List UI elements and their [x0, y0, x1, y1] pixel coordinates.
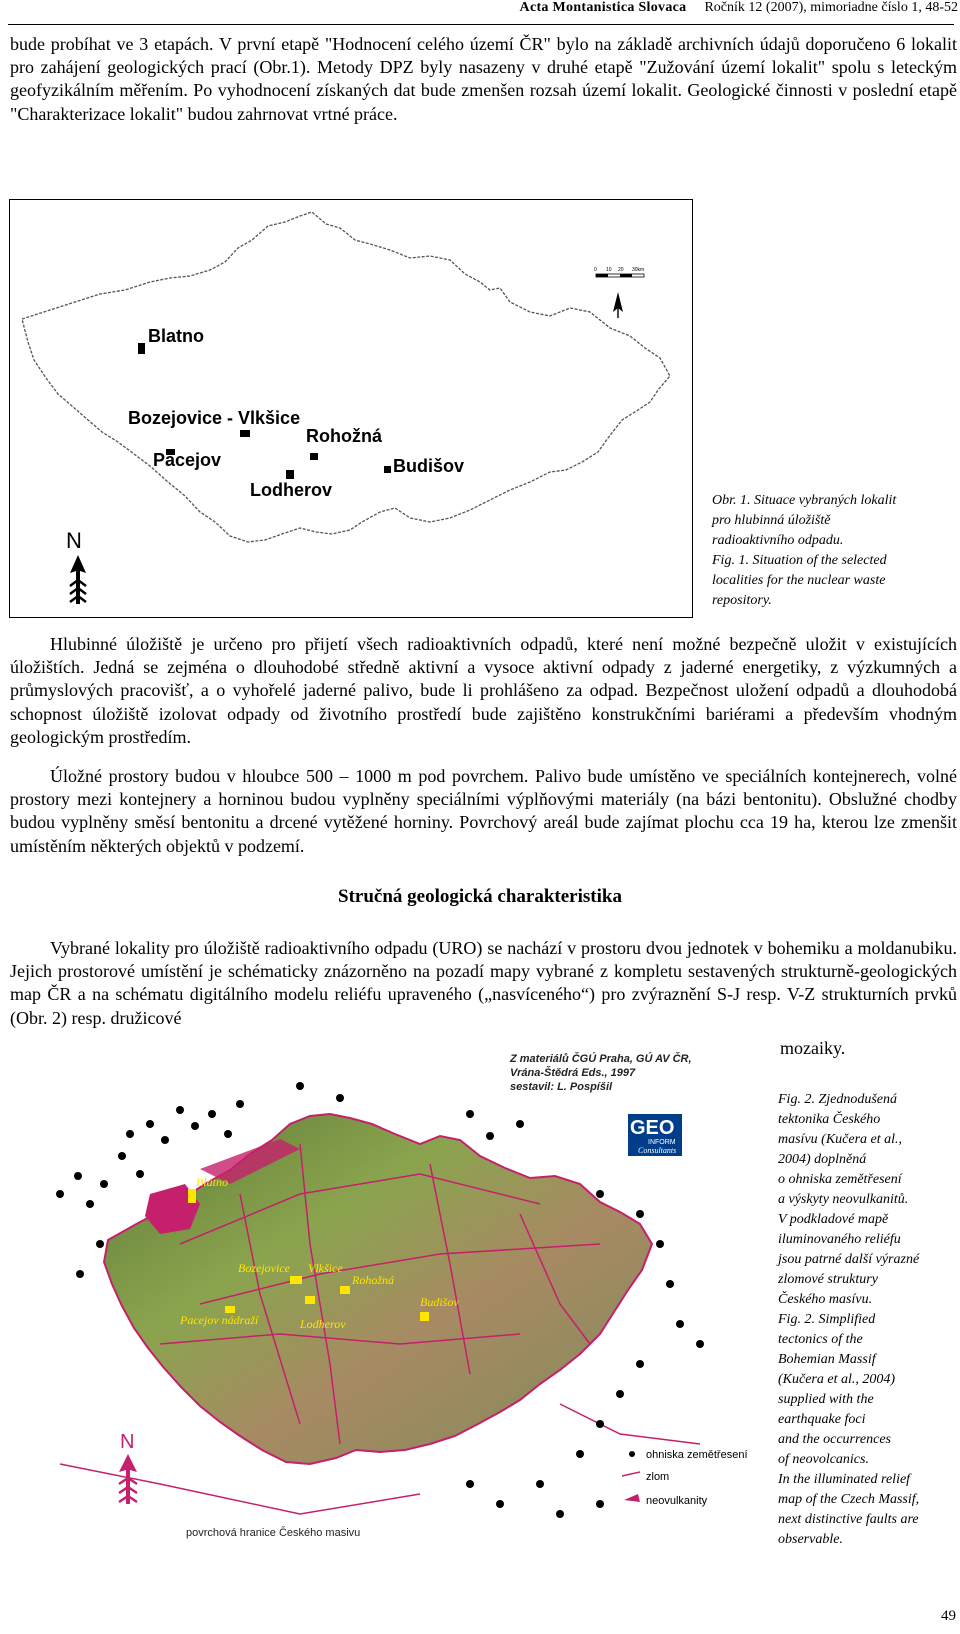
figure-2-caption: [778, 1090, 919, 1550]
label-pacejov: Pacejov: [153, 450, 222, 470]
legend-fault: zlom: [646, 1471, 670, 1483]
fig2-caption-line: map of the Czech Massif,: [778, 1492, 920, 1507]
fig1-caption-line: localities for the nuclear waste: [712, 573, 886, 588]
north-label-fig1: N: [66, 528, 82, 553]
fig1-caption-line: pro hlubinná úložiště: [712, 513, 831, 528]
fig2-caption-line: tectonics of the: [778, 1332, 863, 1347]
scale-bar: [594, 267, 644, 277]
paragraph-localities-end: mozaiky.: [780, 1038, 846, 1058]
label-vlksice-fig2: Vlkšice: [308, 1261, 343, 1275]
fig2-caption-line: Českého masívu.: [778, 1292, 873, 1307]
north-label-fig2: N: [120, 1431, 135, 1453]
source-line: Vrána-Štědrá Eds., 1997: [510, 1067, 636, 1079]
legend-quake: ohniska zemětřesení: [646, 1449, 748, 1461]
label-blatno: Blatno: [148, 326, 204, 346]
north-arrow-large-icon: [66, 528, 86, 604]
label-lodherov-fig2: Lodherov: [300, 1317, 346, 1331]
fig2-caption-line: supplied with the: [778, 1392, 874, 1407]
label-lodherov: Lodherov: [250, 480, 333, 500]
fig2-caption-line: a výskyty neovulkanitů.: [778, 1192, 909, 1207]
label-budisov: Budišov: [393, 456, 465, 476]
marker-rohozna-fig2: [340, 1286, 350, 1294]
legend-volcanic: neovulkanity: [646, 1495, 708, 1507]
north-arrow-small-icon: [613, 292, 623, 318]
fig1-caption-line: Fig. 1. Situation of the selected: [712, 553, 887, 568]
fig2-caption-line: In the illuminated relief: [778, 1472, 911, 1487]
label-bozejovice-fig2: Bozejovice: [238, 1261, 290, 1275]
marker-bozejovice-fig2: [290, 1276, 302, 1284]
marker-blatno-fig2: [188, 1189, 196, 1203]
boundary-label: povrchová hranice Českého masivu: [186, 1527, 361, 1539]
paragraph-repository: Hlubinné úložiště je určeno pro přijetí všech radioaktivních odpadů, které není možné bezpečně uložit v existujících úložištích. Jedná se zejména o dlouhodobé středně aktivní a vysoce aktivní odpady z jaderné energetiky, z výzkumných a průmyslových pracovišť, a o vyhořelé jaderné palivo, bude li prohlášeno za odpad. Bezpečnost uložení odpadů a dlouhodobá schopnost úložiště izolovat odpady od životního prostředí bude zajištěno konstrukčními bariérami a především vhodným geologickým prostředím.: [10, 634, 957, 747]
source-line: Z materiálů ČGÚ Praha, GÚ AV ČR,: [510, 1053, 692, 1065]
fig2-caption-line: masívu (Kučera et al.,: [778, 1132, 903, 1147]
marker-budisov: [384, 466, 391, 473]
running-header: [520, 0, 958, 16]
marker-rohozna: [310, 453, 318, 460]
fig2-caption-line: tektonika Českého: [778, 1112, 881, 1127]
logo-main-text: GEO: [630, 1117, 675, 1139]
fig2-caption-line: jsou patrné další výrazné: [778, 1252, 920, 1267]
scale-tick-0: 0: [594, 267, 597, 273]
issue-info: Ročník 12 (2007), mimoriadne číslo 1, 48-52: [704, 0, 958, 15]
figure-1-frame: [9, 199, 693, 618]
fig2-caption-line: iluminovaného reliéfu: [778, 1232, 901, 1247]
scale-tick-1: 10: [606, 267, 612, 273]
fig2-caption-line: Fig. 2. Simplified: [778, 1312, 876, 1327]
fig2-caption-line: o ohniska zemětřesení: [778, 1172, 902, 1187]
fig1-caption-line: Obr. 1. Situace vybraných lokalit: [712, 493, 897, 508]
paragraph-localities: Vybrané lokality pro úložiště radioaktivního odpadu (URO) se nachází v prostoru dvou jednotek v bohemiku a moldanubiku. Jejich prostorové umístění je schématicky znázorněno na pozadí mapy vybrané z kompletu sestavených strukturně-geologických map ČR a na schématu digitálního modelu reliéfu upraveného („nasvíceného“) pro zvýraznění S-J resp. V-Z strukturních prvků (Obr. 2) resp. družicové: [10, 938, 957, 1028]
czech-outline: [22, 212, 670, 542]
fig2-caption-line: earthquake foci: [778, 1412, 866, 1427]
fig2-caption-line: V podkladové mapě: [778, 1212, 889, 1227]
fig1-caption-line: repository.: [712, 593, 772, 608]
fig2-caption-line: Bohemian Massif: [778, 1352, 876, 1367]
fig2-caption-line: of neovolcanics.: [778, 1452, 869, 1467]
fig1-caption-line: radioaktivního odpadu.: [712, 533, 844, 548]
label-budisov-fig2: Budišov: [420, 1295, 459, 1309]
section-heading: Stručná geologická charakteristika: [338, 886, 622, 907]
source-line: sestavil: L. Pospíšil: [510, 1081, 613, 1093]
fig2-caption-line: zlomové struktury: [778, 1272, 878, 1287]
fig2-caption-line: Fig. 2. Zjednodušená: [778, 1092, 897, 1107]
figure-1-map: [10, 200, 693, 618]
marker-pacejov-fig2: [225, 1306, 235, 1313]
paragraph-storage: Úložné prostory budou v hloubce 500 – 1000 m pod povrchem. Palivo bude umístěno ve speciálních kontejnerech, volné prostory mezi kontejnery a horninou budou vyplněny speciálními výplňovými materiály (na bázi bentonitu). Obslužné chodby budou vyplněny směsí bentonitu a drcené vytěžené horniny. Povrchový areál bude zajímat plochu cca 19 ha, kterou lze zmenšit umístěním některých objektů v podzemí.: [10, 766, 957, 856]
figure-1-caption: [712, 491, 896, 611]
label-blatno-fig2: Blatno: [196, 1175, 228, 1189]
marker-budisov-fig2: [420, 1312, 429, 1321]
figure-2-map: [0, 1044, 760, 1544]
fig2-caption-line: and the occurrences: [778, 1432, 891, 1447]
scale-tick-2: 20: [618, 267, 624, 273]
marker-lodherov: [286, 470, 294, 479]
paragraph-intro: bude probíhat ve 3 etapách. V první etapě "Hodnocení celého území ČR" bylo na základě archivních údajů doporučeno 6 lokalit pro zahájení geologických prací (Obr.1). Metody DPZ byly nasazeny v druhé etapě "Zužování území lokalit" spolu s leteckým geofyzikálním měřením. Po vyhodnocení získaných dat bude zmenšen rozsah území lokalit. Geologické činnosti v poslední etapě "Charakterizace lokalit" budou zahrnovat vrtné práce.: [10, 34, 957, 124]
fig2-caption-line: 2004) doplněná: [778, 1152, 867, 1167]
logo-sub2-text: Consultants: [638, 1146, 677, 1155]
marker-blatno: [138, 343, 145, 354]
label-rohozna: Rohožná: [306, 426, 382, 446]
fig2-caption-line: next distinctive faults are: [778, 1512, 919, 1527]
logo-sub-text: INFORM: [648, 1139, 676, 1146]
label-rohozna-fig2: Rohožná: [352, 1273, 394, 1287]
journal-name: Acta Montanistica Slovaca: [519, 0, 687, 15]
page-number: 49: [941, 1608, 956, 1624]
fig2-caption-line: (Kučera et al., 2004): [778, 1372, 896, 1387]
marker-bozejovice: [240, 430, 250, 437]
label-bozejovice: Bozejovice - Vlkšice: [128, 408, 301, 428]
header-rule: [8, 24, 954, 25]
scale-tick-3: 30km: [632, 267, 645, 273]
label-pacejov-fig2: Pacejov nádraží: [180, 1313, 259, 1327]
figure-2: [0, 1044, 760, 1544]
geo-inform-logo: [628, 1114, 682, 1156]
marker-lodherov-fig2: [305, 1296, 315, 1304]
fig2-caption-line: observable.: [778, 1532, 843, 1547]
